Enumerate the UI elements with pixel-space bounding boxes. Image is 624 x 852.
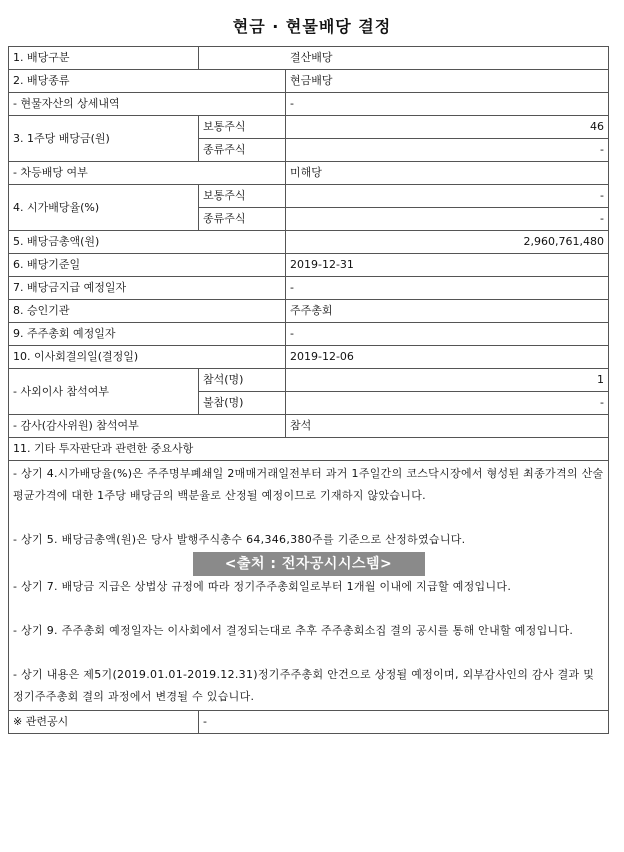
- table-row: [9, 93, 609, 116]
- row-value: 미해당: [286, 162, 609, 185]
- row-label: 9. 주주총회 예정일자: [9, 323, 286, 346]
- row-value: 1: [286, 369, 609, 392]
- section-heading: 11. 기타 투자판단과 관련한 중요사항: [9, 438, 609, 461]
- row-value: -: [286, 392, 609, 415]
- note-paragraph: - 상기 4.시가배당율(%)은 주주명부폐쇄일 2매매거래일전부터 과거 1주일간의 코스닥시장에서 형성된 최종가격의 산술평균가격에 대한 1주당 배당금의 백분율로 산정될 예정이므로 기재하지 않았습니다.: [13, 467, 604, 502]
- row-label: 2. 배당종류: [9, 70, 286, 93]
- row-value: 현금배당: [286, 70, 609, 93]
- row-value: -: [286, 323, 609, 346]
- row-label: - 차등배당 여부: [9, 162, 286, 185]
- sub-label: 종류주식: [199, 208, 286, 231]
- row-value: 2019-12-31: [286, 254, 609, 277]
- notes-cell: [9, 461, 609, 711]
- row-value: 2,960,761,480: [286, 231, 609, 254]
- note-paragraph: - 상기 7. 배당금 지급은 상법상 규정에 따라 정기주주총회일로부터 1개월 이내에 지급할 예정입니다.: [13, 580, 512, 593]
- row-label: - 현물자산의 상세내역: [9, 93, 286, 116]
- table-row: [9, 415, 609, 438]
- dividend-table: [8, 46, 609, 734]
- sub-label: 불참(명): [199, 392, 286, 415]
- row-label: 7. 배당금지급 예정일자: [9, 277, 286, 300]
- table-row: [9, 300, 609, 323]
- sub-label: 종류주식: [199, 139, 286, 162]
- row-label: 10. 이사회결의일(결정일): [9, 346, 286, 369]
- row-label: 8. 승인기관: [9, 300, 286, 323]
- table-row: [9, 231, 609, 254]
- row-value: -: [286, 277, 609, 300]
- source-watermark: <출처 : 전자공시시스템>: [193, 552, 425, 576]
- table-row: [9, 323, 609, 346]
- note-paragraph: - 상기 내용은 제5기(2019.01.01-2019.12.31)정기주주총회 안건으로 상정될 예정이며, 외부감사인의 감사 결과 및 정기주주총회 결의 과정에서 변경될 수 있습니다.: [13, 668, 595, 703]
- row-value: [199, 47, 609, 70]
- row-value: 2019-12-06: [286, 346, 609, 369]
- table-row: [9, 711, 609, 734]
- note-paragraph: - 상기 9. 주주총회 예정일자는 이사회에서 결정되는대로 추후 주주총회소집 결의 공시를 통해 안내할 예정입니다.: [13, 624, 574, 637]
- row-value: 46: [286, 116, 609, 139]
- row-label: 6. 배당기준일: [9, 254, 286, 277]
- sub-label: 보통주식: [199, 185, 286, 208]
- table-row: [9, 438, 609, 461]
- row-value: -: [286, 185, 609, 208]
- row-label: 5. 배당금총액(원): [9, 231, 286, 254]
- dividend-type-value: 결산배당: [290, 51, 333, 64]
- page-title: 현금 · 현물배당 결정: [232, 17, 392, 36]
- table-row: [9, 346, 609, 369]
- row-label: 1. 배당구분: [9, 47, 199, 70]
- row-value: -: [286, 139, 609, 162]
- note-paragraph: - 상기 5. 배당금총액(원)은 당사 발행주식총수 64,346,380주를 기준으로 산정하였습니다.: [13, 533, 466, 546]
- row-label: ※ 관련공시: [9, 711, 199, 734]
- row-value: 참석: [286, 415, 609, 438]
- row-value: -: [199, 711, 609, 734]
- sub-label: 참석(명): [199, 369, 286, 392]
- row-value: -: [286, 93, 609, 116]
- row-label: 3. 1주당 배당금(원): [9, 116, 199, 162]
- row-value: 주주총회: [286, 300, 609, 323]
- table-row: [9, 185, 609, 208]
- table-row: [9, 116, 609, 139]
- table-row: [9, 277, 609, 300]
- row-value: -: [286, 208, 609, 231]
- table-row: [9, 162, 609, 185]
- table-row: [9, 461, 609, 711]
- table-row: [9, 47, 609, 70]
- sub-label: 보통주식: [199, 116, 286, 139]
- row-label: - 사외이사 참석여부: [9, 369, 199, 415]
- table-row: [9, 254, 609, 277]
- table-row: [9, 70, 609, 93]
- table-row: [9, 369, 609, 392]
- row-label: - 감사(감사위원) 참석여부: [9, 415, 286, 438]
- row-label: 4. 시가배당율(%): [9, 185, 199, 231]
